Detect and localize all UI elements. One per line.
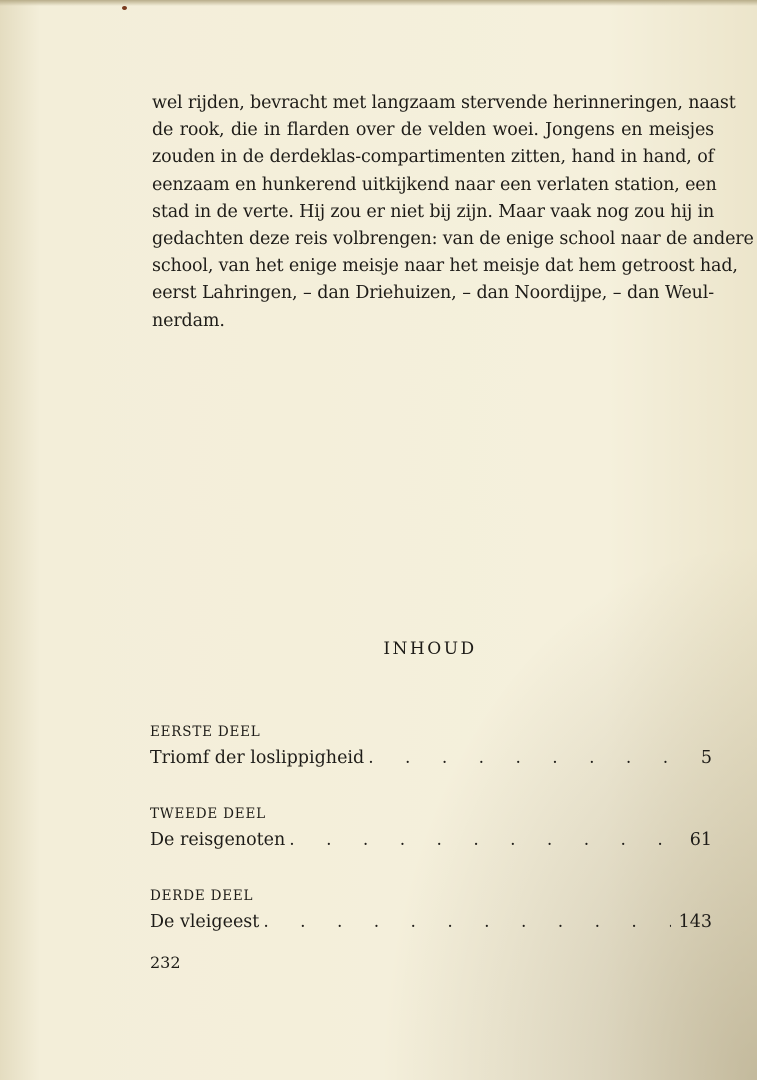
toc-section-label: TWEEDE DEEL	[150, 806, 266, 822]
toc-entry-page: 61	[689, 830, 712, 850]
text-line: nerdam.	[152, 310, 225, 331]
toc-section-label: DERDE DEEL	[150, 888, 254, 904]
text-line: zouden in de derdeklas-compartimenten zitten, hand in hand, of	[152, 147, 714, 168]
toc-entry	[150, 912, 712, 932]
dot-leader	[285, 830, 676, 850]
toc-entry-title: Triomf der loslippigheid	[150, 748, 365, 768]
toc-entry-page: 143	[678, 912, 712, 932]
toc-section-1	[150, 724, 712, 768]
text-line: gedachten deze reis volbrengen: van de enige school naar de andere	[152, 229, 754, 250]
page-number: 232	[150, 953, 181, 972]
toc-section-label: EERSTE DEEL	[150, 724, 261, 740]
ink-speck	[122, 6, 127, 10]
text-line: eenzaam en hunkerend uitkijkend naar een verlaten station, een	[152, 174, 717, 195]
dot-leader	[259, 912, 670, 932]
contents-heading: INHOUD	[383, 639, 477, 659]
toc-section-3	[150, 888, 712, 932]
page-top-edge	[0, 0, 757, 6]
toc-entry-title: De vleigeest	[150, 912, 260, 932]
toc-section-2	[150, 806, 712, 850]
body-paragraph	[152, 90, 754, 335]
toc-entry	[150, 748, 712, 768]
toc-entry	[150, 830, 712, 850]
text-line: de rook, die in flarden over de velden woei. Jongens en meisjes	[152, 120, 714, 141]
text-line: eerst Lahringen, – dan Driehuizen, – dan Noordijpe, – dan Weul-	[152, 283, 714, 304]
text-line: school, van het enige meisje naar het meisje dat hem getroost had,	[152, 256, 738, 277]
dot-leader	[364, 748, 676, 768]
toc-entry-page: 5	[700, 748, 712, 768]
text-line: stad in de verte. Hij zou er niet bij zijn. Maar vaak nog zou hij in	[152, 201, 715, 222]
text-line: wel rijden, bevracht met langzaam stervende herinneringen, naast	[152, 93, 736, 113]
toc-entry-title: De reisgenoten	[150, 830, 286, 850]
